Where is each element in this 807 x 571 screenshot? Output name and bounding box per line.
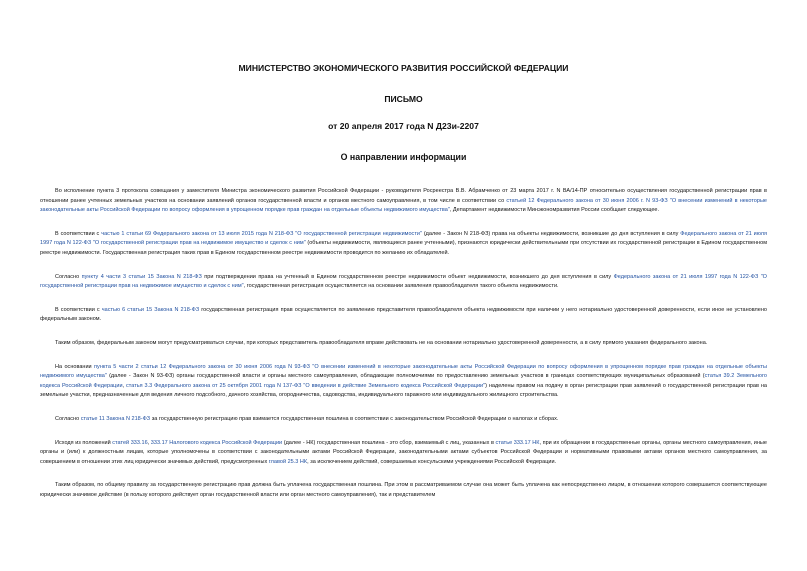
body-paragraph	[40, 439, 767, 468]
document-date-number: от 20 апреля 2017 года N Д23и-2207	[328, 121, 479, 131]
legal-reference-link[interactable]: статей 333.16	[112, 439, 148, 446]
body-paragraph	[40, 230, 767, 259]
paragraph-text: (объекты недвижимости, являющиеся ранее учтенными), признаются юридически действительными при отсутствии их государственной регистрации в Едином государственном реестре недвижимости. Государственная регистрация таких прав в Едином государственном реестре недвижимости проводится по желанию их обладателей.	[40, 240, 767, 256]
paragraph-text: , за исключением действий, совершаемых консульскими учреждениями Российской Федерации.	[307, 458, 557, 465]
legal-reference-link[interactable]: статья 39.2 Земельного кодекса Российской Федерации	[40, 373, 767, 389]
paragraph-text: ,	[122, 382, 126, 389]
paragraph-text: ,	[147, 439, 151, 446]
legal-reference-link[interactable]: статья 3.3 Федерального закона от 25 октября 2001 года N 137-ФЗ "О введении в действие Земельного кодекса Российской Федерации"	[126, 382, 486, 389]
paragraph-text: при подтверждении права на учтенный в Едином государственном реестре недвижимости объект недвижимости, возникшего до дня вступления в силу	[201, 273, 614, 280]
document-type: ПИСЬМО	[384, 94, 423, 104]
paragraph-text: (далее - Закон N 93-ФЗ) органы государственной власти и органы местного самоуправления, обладающие полномочиями по предоставлению земельных участков в границах соответствующих муниципальных образований (	[106, 373, 705, 380]
paragraph-text: , государственная регистрация осуществляется на основании заявления правообладателя такого объекта недвижимости.	[243, 283, 559, 290]
paragraph-text: (далее - НК) государственная пошлина - это сбор, взимаемый с лиц, указанных в	[282, 439, 496, 446]
legal-reference-link[interactable]: 333.17 Налогового кодекса Российской Федерации	[150, 439, 283, 446]
issuing-ministry: МИНИСТЕРСТВО ЭКОНОМИЧЕСКОГО РАЗВИТИЯ РОССИЙСКОЙ ФЕДЕРАЦИИ	[238, 63, 569, 73]
paragraph-text: Согласно	[55, 415, 81, 422]
paragraph-text: Таким образом, по общему правилу за государственную регистрацию прав должна быть уплачена государственная пошлина. При этом в рассматриваемом случае она может быть уплачена как непосредственно лицом, в отношении которого совершается соответствующее юридически значимое действие (в пользу которого действует орган государственной власти или орган местного самоуправления), так и представителем	[40, 482, 767, 498]
legal-reference-link[interactable]: главой 25.3 НК	[268, 458, 308, 465]
body-paragraph	[40, 481, 767, 500]
body-paragraph	[40, 415, 767, 425]
paragraph-text: , Департамент недвижимости Минэкономразвития России сообщает следующее.	[449, 207, 660, 214]
document-subject: О направлении информации	[340, 152, 467, 162]
paragraph-text: В соответствии с	[55, 306, 102, 313]
paragraph-text: Таким образом, федеральным законом могут предусматриваться случаи, при которых представитель правообладателя вправе действовать не на основании нотариально удостоверенной доверенности, а в силу прямого указания федерального закона.	[55, 339, 708, 346]
paragraph-text: Во исполнение пункта 3 протокола совещания у заместителя Министра экономического развития Российской Федерации - руководителя Росреестра В.В. Абрамченко от 23 марта 2017 г. N ВА/14-ПР относительно осуществления государственной регистрации прав в отношении ранее учтенных земельных участков на основании заявлений органов государственной власти и органов местного самоуправления, в том числе в соответствии со	[40, 188, 767, 204]
legal-reference-link[interactable]: Федерального закона от 21 июля 1997 года N 122-ФЗ "О государственной регистрации прав на недвижимое имущество и сделок с ним"	[40, 230, 768, 247]
paragraph-text: На основании	[55, 363, 95, 370]
body-paragraph	[40, 187, 767, 216]
legal-reference-link[interactable]: статье 333.17 НК	[495, 439, 540, 446]
legal-reference-link[interactable]: статье 11 Закона N 218-ФЗ	[80, 415, 151, 422]
legal-reference-link[interactable]: частью 1 статьи 69 Федерального закона от 13 июля 2015 года N 218-ФЗ "О государственной регистрации недвижимости"	[101, 230, 422, 237]
paragraph-text: , при их обращении в государственные органы, органы местного самоуправления, иные органы и (или) к должностным лицам, которые уполномочены в соответствии с законодательными актами Российской Федерации, законодательными актами субъектов Российской Федерации и нормативными правовыми актами органов местного самоуправления, за совершением в отношении этих лиц юридически значимых действий, предусмотренных	[40, 439, 767, 465]
body-paragraph	[40, 273, 767, 292]
legal-reference-link[interactable]: Федерального закона от 21 июля 1997 года N 122-ФЗ "О государственной регистрации прав на недвижимое имущество и сделок с ним"	[40, 273, 767, 290]
legal-reference-link[interactable]: статьей 12 Федерального закона от 30 июня 2006 г. N 93-ФЗ "О внесении изменений в некоторые законодательные акты Российской Федерации по вопросу оформления в упрощенном порядке прав граждан на отдельные объекты недвижимого имущества"	[40, 197, 767, 214]
legal-reference-link[interactable]: частью 6 статьи 15 Закона N 218-ФЗ	[101, 306, 200, 313]
body-paragraph	[40, 363, 767, 401]
paragraph-text: ) наделены правом на подачу в орган регистрации прав заявлений о государственной регистрации прав на земельные участки, предназначенные для ведения личного подсобного, дачного хозяйства, огородничества, садоводства, индивидуального гаражного или индивидуального жилищного строительства.	[40, 382, 767, 399]
paragraph-text: за государственную регистрацию прав взимается государственная пошлина в соответствии с законодательством Российской Федерации о налогах и сборах.	[150, 415, 559, 422]
body-paragraph	[40, 339, 767, 349]
paragraph-text: (далее - Закон N 218-ФЗ) права на объекты недвижимости, возникшие до дня вступления в силу	[421, 230, 681, 237]
document-body	[40, 187, 767, 500]
body-paragraph	[40, 306, 767, 325]
paragraph-text: Исходя из положений	[55, 439, 113, 446]
legal-reference-link[interactable]: пункту 4 части 3 статьи 15 Закона N 218-ФЗ	[81, 273, 202, 280]
paragraph-text: Согласно	[55, 273, 82, 280]
paragraph-text: В соответствии с	[55, 230, 102, 237]
legal-reference-link[interactable]: пункта 5 части 2 статьи 12 Федерального закона от 30 июня 2006 года N 93-ФЗ "О внесении изменений в некоторые законодательные акты Российской Федерации по вопросу оформления в упрощенном порядке прав граждан на отдельные объекты недвижимого имущества"	[40, 363, 767, 380]
paragraph-text: государственная регистрация прав осуществляется по заявлению представителя правообладателя объекта недвижимости при наличии у него нотариально удостоверенной доверенности, если иное не установлено федеральным законом.	[40, 306, 768, 323]
